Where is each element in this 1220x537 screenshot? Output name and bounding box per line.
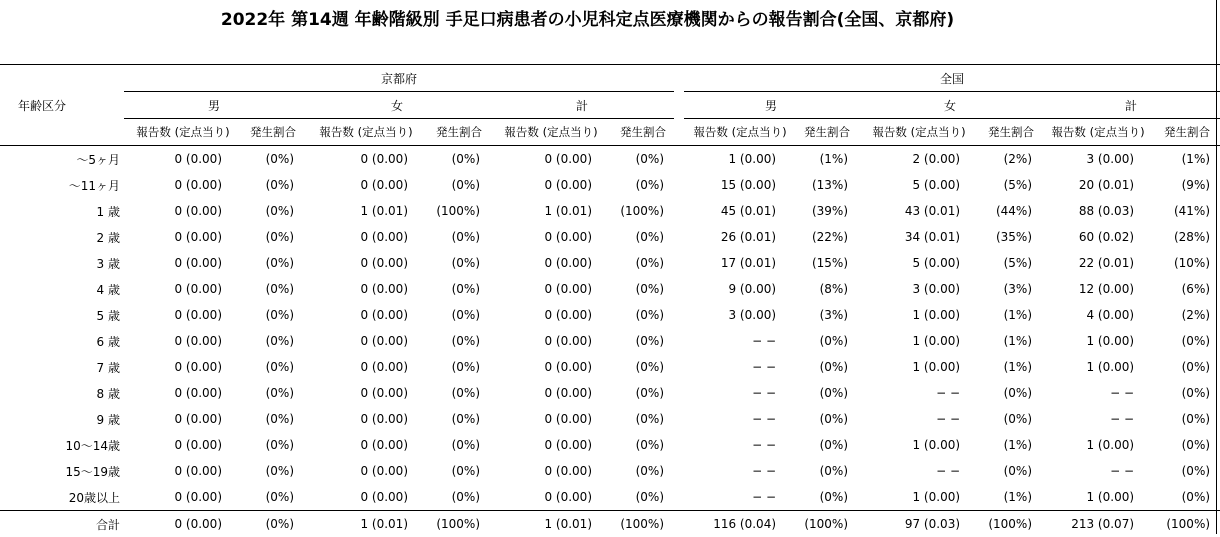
- count-cell: 9 (0.00): [684, 276, 796, 302]
- count-cell: 0 (0.00): [124, 172, 242, 198]
- count-cell: 0 (0.00): [124, 224, 242, 250]
- count-cell: 213 (0.07): [1042, 511, 1154, 537]
- count-cell: 1 (0.00): [858, 354, 980, 380]
- pct-cell: (0%): [428, 432, 490, 458]
- metric-pct-header: 発生割合: [612, 119, 674, 146]
- age-label: 20歳以上: [0, 484, 124, 511]
- age-label: 6 歳: [0, 328, 124, 354]
- pct-cell: (0%): [612, 354, 674, 380]
- metric-count-header: 報告数 (定点当り): [858, 119, 980, 146]
- metric-count-header: 報告数 (定点当り): [684, 119, 796, 146]
- pct-cell: (0%): [612, 224, 674, 250]
- pct-cell: (0%): [612, 380, 674, 406]
- count-cell: 1 (0.01): [304, 511, 428, 537]
- count-cell: 0 (0.00): [124, 146, 242, 173]
- pct-cell: (0%): [612, 406, 674, 432]
- table-row: [0, 146, 1220, 173]
- count-cell: 4 (0.00): [1042, 302, 1154, 328]
- count-cell: 0 (0.00): [124, 198, 242, 224]
- pct-cell: (0%): [612, 302, 674, 328]
- pct-cell: (0%): [980, 380, 1042, 406]
- count-cell: 15 (0.00): [684, 172, 796, 198]
- table-row: [0, 354, 1220, 380]
- count-cell: 0 (0.00): [304, 432, 428, 458]
- count-cell: 0 (0.00): [490, 354, 612, 380]
- age-label: 8 歳: [0, 380, 124, 406]
- age-label: 〜5ヶ月: [0, 146, 124, 173]
- page-title: 2022年 第14週 年齢階級別 手足口病患者の小児科定点医療機関からの報告割合(全国、京都府): [0, 5, 1175, 30]
- pct-cell: (15%): [796, 250, 858, 276]
- count-cell: 0 (0.00): [124, 511, 242, 537]
- pct-cell: (10%): [1154, 250, 1220, 276]
- pct-cell: (0%): [242, 511, 304, 537]
- count-cell: 0 (0.00): [304, 146, 428, 173]
- pct-cell: (1%): [980, 328, 1042, 354]
- age-label: 15〜19歳: [0, 458, 124, 484]
- table-row: [0, 276, 1220, 302]
- count-cell: 0 (0.00): [304, 406, 428, 432]
- count-cell: − −: [1042, 380, 1154, 406]
- count-cell: 0 (0.00): [490, 302, 612, 328]
- report-table: [0, 64, 1220, 537]
- count-cell: 116 (0.04): [684, 511, 796, 537]
- pct-cell: (0%): [242, 302, 304, 328]
- table-row: [0, 328, 1220, 354]
- count-cell: − −: [684, 458, 796, 484]
- table-row: [0, 406, 1220, 432]
- count-cell: 43 (0.01): [858, 198, 980, 224]
- count-cell: 0 (0.00): [304, 250, 428, 276]
- pct-cell: (6%): [1154, 276, 1220, 302]
- metric-pct-header: 発生割合: [1154, 119, 1220, 146]
- count-cell: 1 (0.00): [858, 484, 980, 511]
- pct-cell: (0%): [612, 328, 674, 354]
- count-cell: 0 (0.00): [304, 302, 428, 328]
- table-row: [0, 224, 1220, 250]
- count-cell: − −: [858, 406, 980, 432]
- count-cell: 0 (0.00): [124, 250, 242, 276]
- pct-cell: (41%): [1154, 198, 1220, 224]
- pct-cell: (100%): [428, 198, 490, 224]
- table-row: [0, 484, 1220, 511]
- count-cell: 1 (0.00): [1042, 484, 1154, 511]
- count-cell: 0 (0.00): [124, 406, 242, 432]
- count-cell: 0 (0.00): [304, 328, 428, 354]
- metric-count-header: 報告数 (定点当り): [490, 119, 612, 146]
- pct-cell: (0%): [796, 328, 858, 354]
- age-label: 5 歳: [0, 302, 124, 328]
- count-cell: 2 (0.00): [858, 146, 980, 173]
- count-cell: 1 (0.01): [304, 198, 428, 224]
- table-row: [0, 302, 1220, 328]
- pct-cell: (0%): [1154, 406, 1220, 432]
- pct-cell: (1%): [796, 146, 858, 173]
- count-cell: 0 (0.00): [304, 172, 428, 198]
- pct-cell: (100%): [428, 511, 490, 537]
- metric-pct-header: 発生割合: [428, 119, 490, 146]
- count-cell: 26 (0.01): [684, 224, 796, 250]
- pct-cell: (0%): [1154, 432, 1220, 458]
- sex-header: 女: [858, 92, 1042, 119]
- pct-cell: (0%): [428, 328, 490, 354]
- table-row: [0, 172, 1220, 198]
- pct-cell: (0%): [428, 458, 490, 484]
- count-cell: 1 (0.00): [684, 146, 796, 173]
- age-label: 合計: [0, 511, 124, 537]
- pct-cell: (0%): [428, 406, 490, 432]
- count-cell: 60 (0.02): [1042, 224, 1154, 250]
- table-row: [0, 250, 1220, 276]
- table-row: [0, 511, 1220, 537]
- pct-cell: (0%): [428, 146, 490, 173]
- count-cell: 3 (0.00): [684, 302, 796, 328]
- pct-cell: (0%): [242, 380, 304, 406]
- count-cell: − −: [684, 328, 796, 354]
- pct-cell: (0%): [796, 354, 858, 380]
- pct-cell: (0%): [242, 276, 304, 302]
- metric-count-header: 報告数 (定点当り): [304, 119, 428, 146]
- pct-cell: (0%): [1154, 458, 1220, 484]
- pct-cell: (0%): [612, 432, 674, 458]
- age-label: 7 歳: [0, 354, 124, 380]
- pct-cell: (0%): [242, 406, 304, 432]
- pct-cell: (0%): [242, 146, 304, 173]
- pct-cell: (0%): [242, 354, 304, 380]
- count-cell: 0 (0.00): [490, 224, 612, 250]
- count-cell: 0 (0.00): [124, 432, 242, 458]
- metric-pct-header: 発生割合: [980, 119, 1042, 146]
- pct-cell: (0%): [612, 146, 674, 173]
- pct-cell: (100%): [980, 511, 1042, 537]
- count-cell: − −: [858, 458, 980, 484]
- count-cell: − −: [684, 380, 796, 406]
- pct-cell: (8%): [796, 276, 858, 302]
- count-cell: 0 (0.00): [124, 328, 242, 354]
- sex-header: 計: [490, 92, 674, 119]
- count-cell: 1 (0.01): [490, 198, 612, 224]
- pct-cell: (0%): [242, 484, 304, 511]
- count-cell: 5 (0.00): [858, 250, 980, 276]
- sex-header: 男: [124, 92, 304, 119]
- pct-cell: (0%): [242, 198, 304, 224]
- count-cell: 0 (0.00): [304, 224, 428, 250]
- count-cell: 1 (0.00): [858, 328, 980, 354]
- table-row: [0, 432, 1220, 458]
- count-cell: − −: [684, 354, 796, 380]
- count-cell: 0 (0.00): [124, 484, 242, 511]
- pct-cell: (5%): [980, 172, 1042, 198]
- count-cell: 45 (0.01): [684, 198, 796, 224]
- count-cell: − −: [684, 484, 796, 511]
- pct-cell: (0%): [612, 458, 674, 484]
- count-cell: 5 (0.00): [858, 172, 980, 198]
- pct-cell: (0%): [612, 172, 674, 198]
- pct-cell: (0%): [428, 224, 490, 250]
- count-cell: 1 (0.00): [858, 432, 980, 458]
- pct-cell: (0%): [796, 484, 858, 511]
- count-cell: 0 (0.00): [490, 380, 612, 406]
- pct-cell: (1%): [980, 302, 1042, 328]
- pct-cell: (0%): [1154, 354, 1220, 380]
- count-cell: 0 (0.00): [304, 380, 428, 406]
- count-cell: − −: [684, 432, 796, 458]
- pct-cell: (5%): [980, 250, 1042, 276]
- pct-cell: (2%): [1154, 302, 1220, 328]
- age-label: 4 歳: [0, 276, 124, 302]
- pct-cell: (0%): [796, 432, 858, 458]
- pct-cell: (100%): [796, 511, 858, 537]
- count-cell: 0 (0.00): [490, 172, 612, 198]
- pct-cell: (3%): [980, 276, 1042, 302]
- pct-cell: (0%): [242, 172, 304, 198]
- pct-cell: (0%): [612, 484, 674, 511]
- count-cell: 0 (0.00): [490, 250, 612, 276]
- pct-cell: (0%): [242, 224, 304, 250]
- count-cell: − −: [858, 380, 980, 406]
- count-cell: 0 (0.00): [490, 146, 612, 173]
- count-cell: 0 (0.00): [304, 458, 428, 484]
- count-cell: 0 (0.00): [124, 354, 242, 380]
- table-row: [0, 458, 1220, 484]
- count-cell: 88 (0.03): [1042, 198, 1154, 224]
- count-cell: 0 (0.00): [490, 406, 612, 432]
- pct-cell: (9%): [1154, 172, 1220, 198]
- pct-cell: (13%): [796, 172, 858, 198]
- pct-cell: (28%): [1154, 224, 1220, 250]
- pct-cell: (0%): [796, 406, 858, 432]
- count-cell: 0 (0.00): [304, 354, 428, 380]
- age-label: 2 歳: [0, 224, 124, 250]
- count-cell: 22 (0.01): [1042, 250, 1154, 276]
- count-cell: 3 (0.00): [1042, 146, 1154, 173]
- count-cell: 17 (0.01): [684, 250, 796, 276]
- count-cell: 0 (0.00): [124, 276, 242, 302]
- pct-cell: (0%): [980, 406, 1042, 432]
- count-cell: 1 (0.01): [490, 511, 612, 537]
- pct-cell: (22%): [796, 224, 858, 250]
- pct-cell: (1%): [980, 354, 1042, 380]
- pct-cell: (0%): [1154, 380, 1220, 406]
- age-label: 10〜14歳: [0, 432, 124, 458]
- pct-cell: (0%): [428, 276, 490, 302]
- count-cell: 1 (0.00): [1042, 354, 1154, 380]
- metric-pct-header: 発生割合: [796, 119, 858, 146]
- pct-cell: (1%): [1154, 146, 1220, 173]
- pct-cell: (0%): [428, 354, 490, 380]
- pct-cell: (0%): [242, 328, 304, 354]
- region-header-national: 全国: [684, 65, 1220, 92]
- count-cell: 0 (0.00): [304, 276, 428, 302]
- pct-cell: (35%): [980, 224, 1042, 250]
- count-cell: 1 (0.00): [1042, 432, 1154, 458]
- count-cell: 0 (0.00): [124, 302, 242, 328]
- count-cell: 0 (0.00): [304, 484, 428, 511]
- pct-cell: (100%): [612, 511, 674, 537]
- metric-pct-header: 発生割合: [242, 119, 304, 146]
- table-row: [0, 198, 1220, 224]
- count-cell: 0 (0.00): [490, 276, 612, 302]
- count-cell: 0 (0.00): [490, 458, 612, 484]
- pct-cell: (1%): [980, 432, 1042, 458]
- count-cell: 0 (0.00): [124, 458, 242, 484]
- metric-count-header: 報告数 (定点当り): [124, 119, 242, 146]
- table-row: [0, 380, 1220, 406]
- pct-cell: (0%): [428, 302, 490, 328]
- age-label: 1 歳: [0, 198, 124, 224]
- count-cell: 0 (0.00): [490, 484, 612, 511]
- pct-cell: (100%): [1154, 511, 1220, 537]
- pct-cell: (0%): [612, 250, 674, 276]
- pct-cell: (0%): [796, 458, 858, 484]
- pct-cell: (0%): [242, 458, 304, 484]
- age-header: 年齢区分: [0, 65, 124, 146]
- pct-cell: (0%): [242, 432, 304, 458]
- pct-cell: (1%): [980, 484, 1042, 511]
- count-cell: 12 (0.00): [1042, 276, 1154, 302]
- pct-cell: (0%): [428, 172, 490, 198]
- sex-header: 男: [684, 92, 858, 119]
- count-cell: 3 (0.00): [858, 276, 980, 302]
- pct-cell: (0%): [242, 250, 304, 276]
- count-cell: 20 (0.01): [1042, 172, 1154, 198]
- pct-cell: (0%): [1154, 484, 1220, 511]
- pct-cell: (0%): [612, 276, 674, 302]
- pct-cell: (2%): [980, 146, 1042, 173]
- count-cell: − −: [684, 406, 796, 432]
- metric-count-header: 報告数 (定点当り): [1042, 119, 1154, 146]
- pct-cell: (0%): [428, 380, 490, 406]
- count-cell: 0 (0.00): [490, 432, 612, 458]
- pct-cell: (44%): [980, 198, 1042, 224]
- age-label: 3 歳: [0, 250, 124, 276]
- pct-cell: (100%): [612, 198, 674, 224]
- pct-cell: (0%): [428, 484, 490, 511]
- count-cell: 1 (0.00): [858, 302, 980, 328]
- pct-cell: (0%): [796, 380, 858, 406]
- region-header-kyoto: 京都府: [124, 65, 674, 92]
- count-cell: 0 (0.00): [124, 380, 242, 406]
- count-cell: − −: [1042, 406, 1154, 432]
- count-cell: 1 (0.00): [1042, 328, 1154, 354]
- pct-cell: (0%): [1154, 328, 1220, 354]
- pct-cell: (0%): [980, 458, 1042, 484]
- pct-cell: (0%): [428, 250, 490, 276]
- count-cell: − −: [1042, 458, 1154, 484]
- age-label: 〜11ヶ月: [0, 172, 124, 198]
- pct-cell: (3%): [796, 302, 858, 328]
- sex-header: 女: [304, 92, 490, 119]
- sex-header: 計: [1042, 92, 1220, 119]
- pct-cell: (39%): [796, 198, 858, 224]
- count-cell: 0 (0.00): [490, 328, 612, 354]
- age-label: 9 歳: [0, 406, 124, 432]
- count-cell: 34 (0.01): [858, 224, 980, 250]
- count-cell: 97 (0.03): [858, 511, 980, 537]
